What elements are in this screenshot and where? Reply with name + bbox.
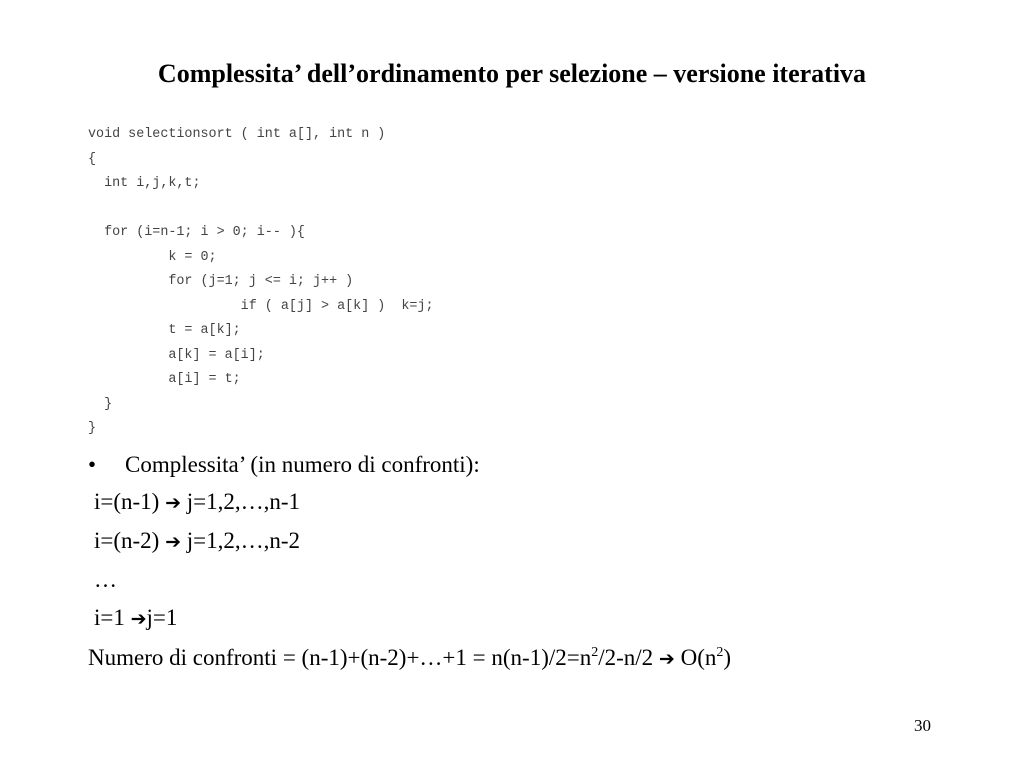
summary-exponent-1: 2 — [591, 645, 599, 660]
code-line: a[i] = t; — [88, 372, 241, 387]
iteration-line-last-left: i=1 — [94, 605, 131, 630]
iteration-line-last — [94, 603, 177, 634]
iteration-line-2 — [94, 526, 300, 557]
page-number: 30 — [914, 716, 931, 735]
iteration-line-1-right: j=1,2,…,n-1 — [181, 489, 301, 514]
right-arrow-icon: ➔ — [658, 648, 675, 670]
code-block — [88, 123, 434, 442]
iteration-line-2-right: j=1,2,…,n-2 — [181, 528, 301, 553]
code-line: if ( a[j] > a[k] ) k=j; — [88, 298, 434, 314]
summary-exponent-2: 2 — [716, 645, 724, 660]
code-line — [88, 197, 434, 222]
code-line: void selectionsort ( int a[], int n ) — [88, 127, 386, 142]
iteration-line-2-left: i=(n-2) — [94, 528, 166, 553]
code-line: } — [88, 396, 113, 412]
ellipsis-line: … — [94, 567, 117, 592]
right-arrow-icon: ➔ — [165, 531, 182, 553]
iteration-line-last-right: j=1 — [146, 605, 178, 630]
iteration-line-1 — [94, 487, 300, 518]
complexity-bullet — [88, 450, 480, 480]
slide-title: Complessita’ dell’ordinamento per selezione – versione iterativa — [157, 59, 867, 88]
code-line: for (i=n-1; i > 0; i-- ){ — [88, 225, 305, 240]
code-line: t = a[k]; — [88, 323, 241, 338]
summary-big-o: O(n — [674, 645, 717, 670]
code-line: a[k] = a[i]; — [88, 347, 265, 363]
code-line: k = 0; — [88, 249, 217, 265]
summary-suffix: ) — [723, 645, 732, 670]
summary-middle: /2-n/2 — [598, 645, 659, 670]
code-line: int i,j,k,t; — [88, 176, 201, 191]
iteration-line-1-left: i=(n-1) — [94, 489, 166, 514]
code-line: } — [88, 421, 97, 436]
right-arrow-icon: ➔ — [130, 608, 147, 630]
bullet-marker: • — [88, 452, 97, 477]
summary-prefix: Numero di confronti = (n-1)+(n-2)+…+1 = n(n-1)/2=n — [88, 645, 592, 670]
comparisons-summary — [88, 643, 731, 674]
right-arrow-icon: ➔ — [165, 492, 182, 514]
code-line: { — [88, 151, 97, 167]
code-line: for (j=1; j <= i; j++ ) — [88, 274, 354, 289]
bullet-text: Complessita’ (in numero di confronti): — [125, 452, 480, 477]
